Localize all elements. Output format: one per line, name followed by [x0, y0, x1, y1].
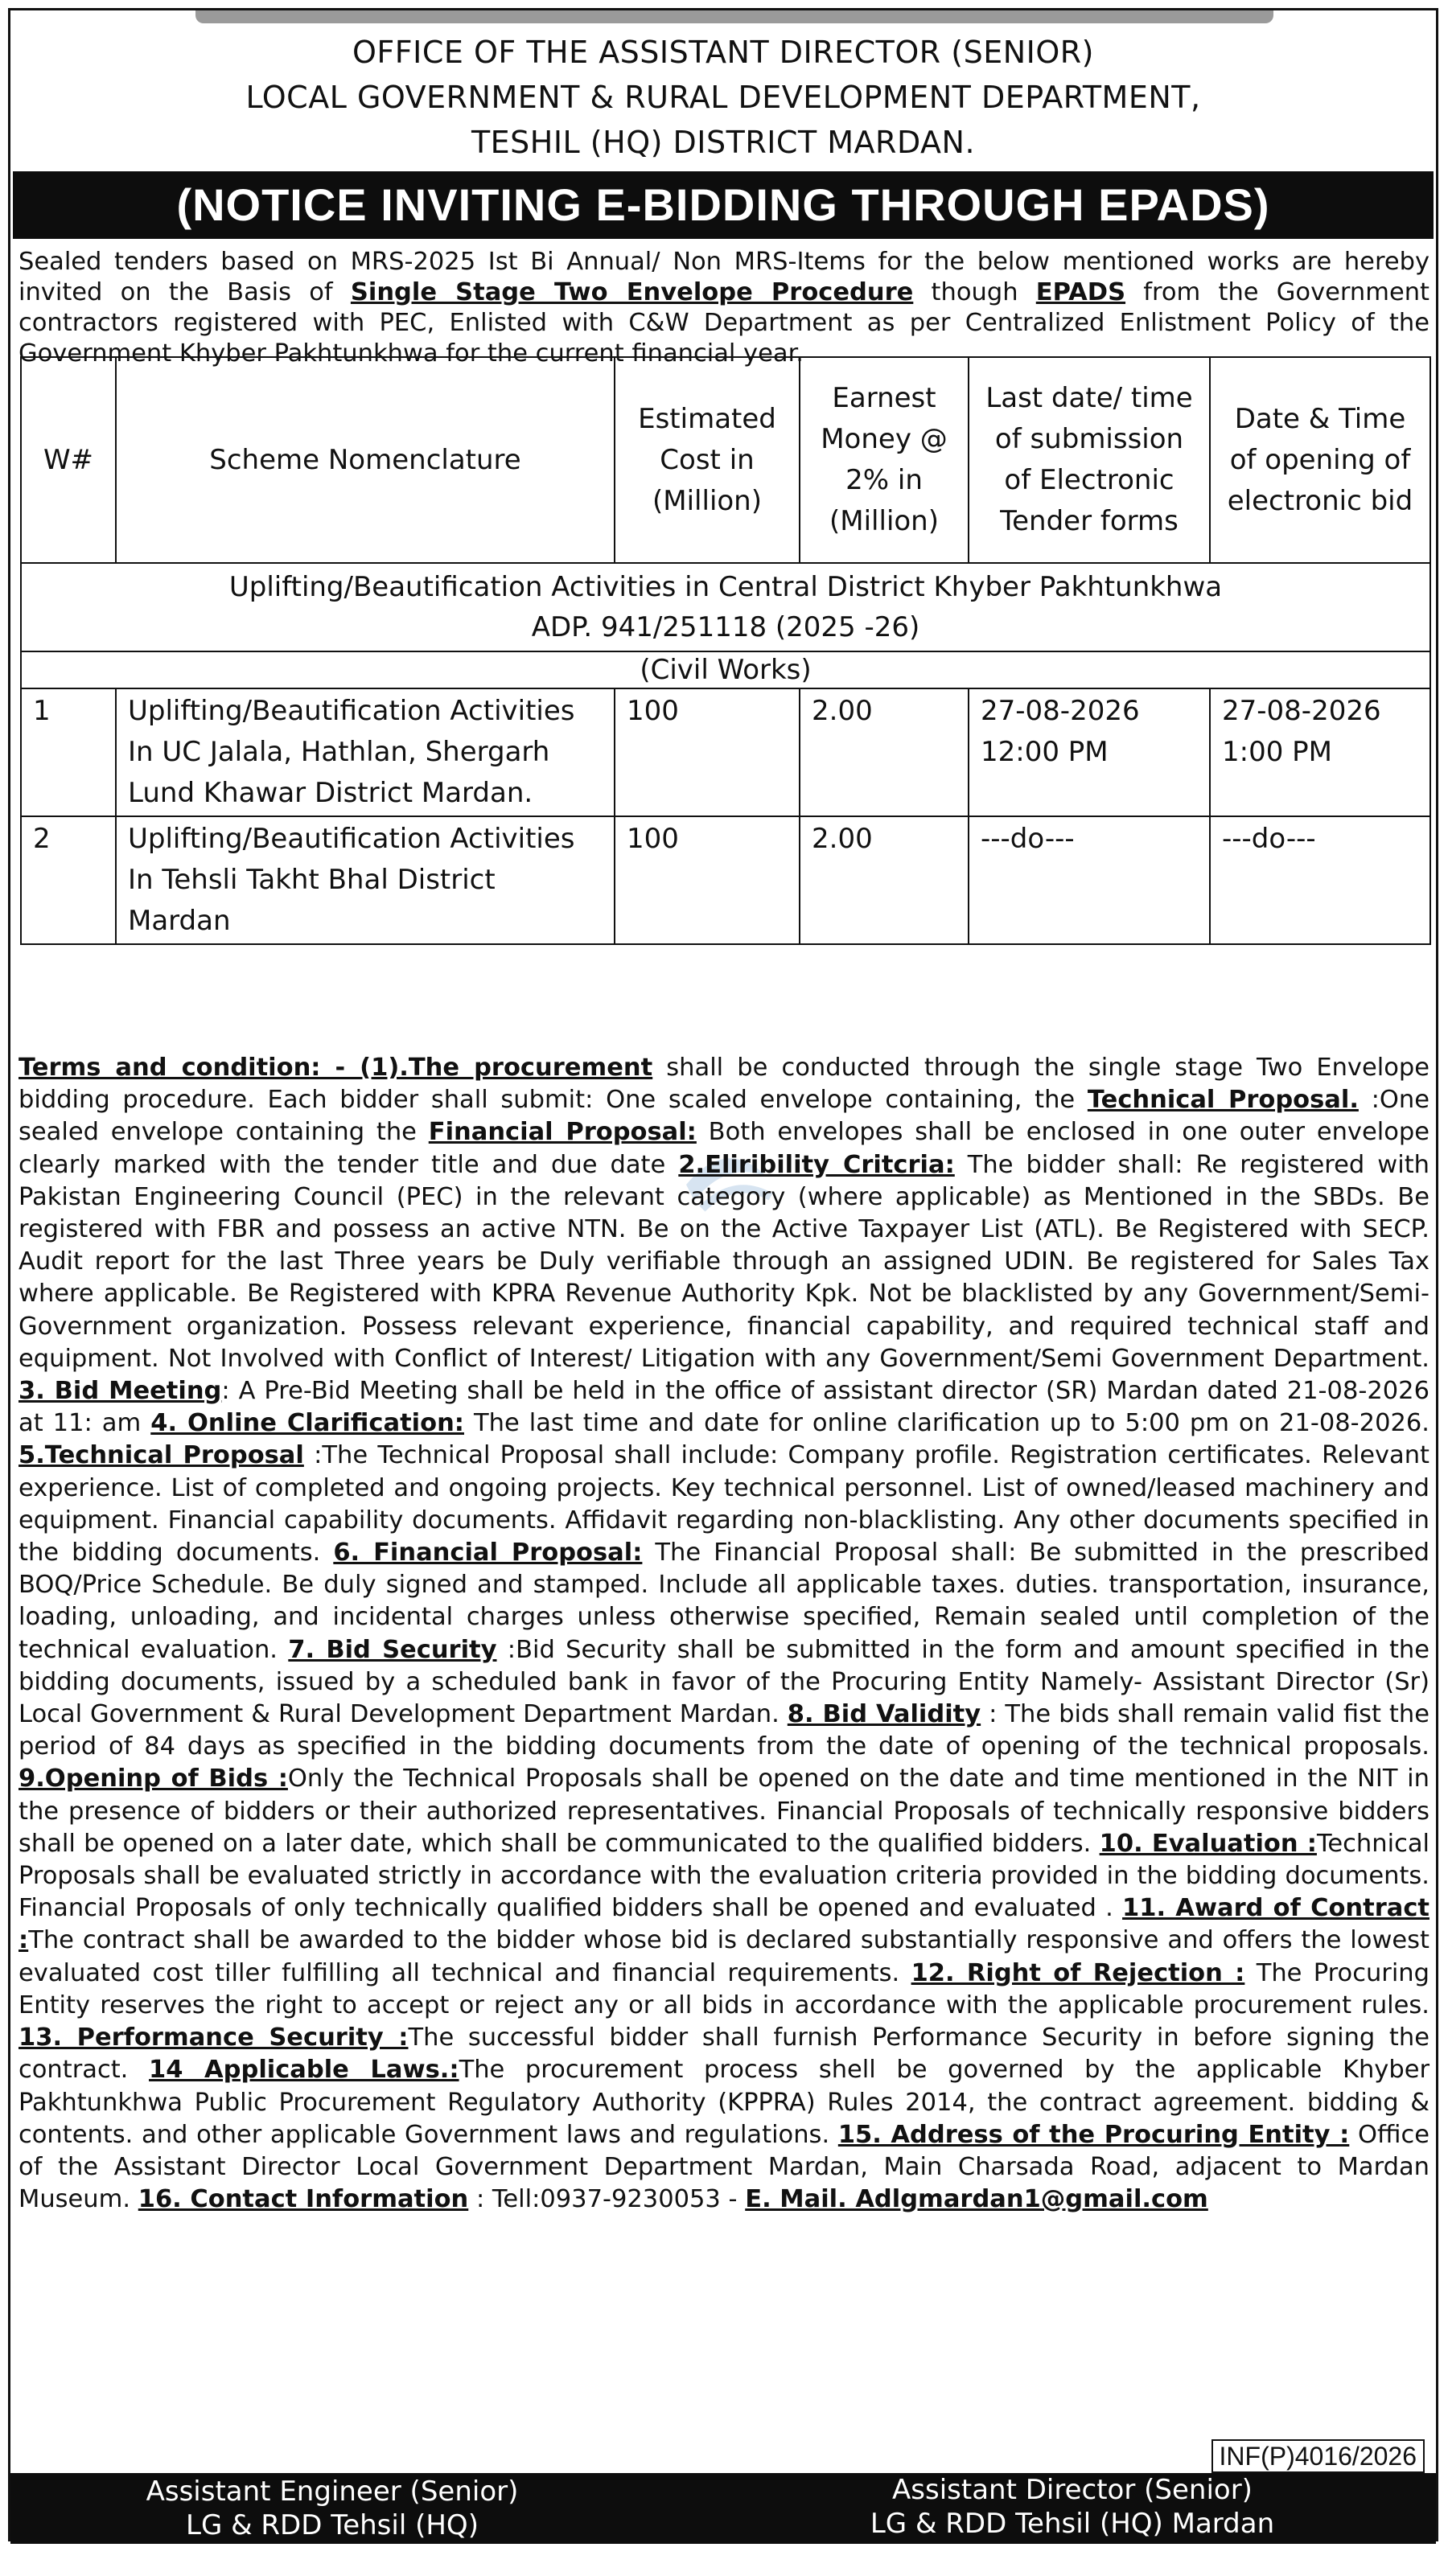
terms-text: : Tell:0937-9230053 -: [468, 2185, 746, 2214]
table-row: [21, 816, 1430, 944]
terms-text: :Bid Security shall be submitted in the form and amount specified in the bidding documents, issued by a scheduled bank in favor of the Procuring Entity Namely- Assistant Director (Sr) Local Government & Rural Development Department Mardan.: [19, 1635, 1429, 1729]
signatory-right-office: LG & RDD Tehsil (HQ) Mardan: [870, 2508, 1275, 2540]
row-no: 1: [21, 688, 116, 816]
terms-text: The last time and date for online clarification up to 5:00 pm on 21-08-2026.: [463, 1409, 1430, 1438]
terms-text: : A Pre-Bid Meeting shall be held in the office of assistant director (SR) Mardan dated 21-08-2026 at 11: am: [19, 1377, 1429, 1438]
row-scheme: Uplifting/Beautification Activities In Tehsli Takht Bhal District Mardan: [116, 816, 615, 944]
terms-text: Only the Technical Proposals shall be opened on the date and time mentioned in the NIT in the presence of bidders or their authorized representatives. Financial Proposals of technically responsive bidders shall be opened on a later date, which shall be communicated to the qualified bidders.: [19, 1765, 1429, 1858]
terms-heading: Terms and condition: - (1).The procurement: [19, 1054, 653, 1082]
subsection-row: [21, 651, 1430, 688]
row-cost: 100: [615, 816, 800, 944]
works-table: [20, 356, 1431, 945]
term-performance-security: 13. Performance Security :: [19, 2023, 409, 2052]
subsection-civil-works: (Civil Works): [21, 651, 1430, 688]
section-adp: ADP. 941/251118 (2025 -26): [531, 611, 920, 643]
header-line-3: TESHIL (HQ) DISTRICT MARDAN.: [471, 125, 976, 160]
row-last-date: [969, 816, 1210, 944]
terms-text: :One sealed envelope containing the: [19, 1086, 1429, 1147]
last-time: 12:00 PM: [981, 736, 1109, 768]
col-header-scheme: Scheme Nomenclature: [116, 357, 615, 563]
row-earnest: 2.00: [800, 688, 969, 816]
row-opening-date: [1210, 688, 1430, 816]
terms-text: Both envelopes shall be enclosed in one outer envelope clearly marked with the tender title and due date: [19, 1118, 1429, 1179]
terms-text: :The Technical Proposal shall include: Company profile. Registration certificates. Relevant experience. List of completed and ongoing projects. Key technical personnel. List of owned/leased machinery and equipment. Financial capability documents. Affidavit regarding non-blacklisting. Any other documents specified in the bidding documents.: [19, 1441, 1429, 1567]
row-earnest: 2.00: [800, 816, 969, 944]
table-header-row: [21, 357, 1430, 563]
term-applicable-laws: 14 Applicable Laws.:: [149, 2056, 459, 2085]
open-date: 27-08-2026: [1222, 695, 1381, 727]
signatory-right-title: Assistant Director (Senior): [892, 2474, 1253, 2506]
term-contact-information: 16. Contact Information: [138, 2185, 469, 2214]
col-header-cost: Estimated Cost in (Million): [615, 357, 800, 563]
last-date: ---do---: [981, 823, 1075, 855]
intro-paragraph: [19, 247, 1429, 369]
term-opening-of-bids: 9.Openinp of Bids :: [19, 1765, 288, 1793]
terms-text: The procurement process shell be governed by the applicable Khyber Pakhtunkhwa Public Procurement Regulatory Authority (KPPRA) Rules 2014, the contract agreement. bidding & contents. and other applicable Government laws and regulations.: [19, 2056, 1429, 2149]
header-line-2: LOCAL GOVERNMENT & RURAL DEVELOPMENT DEPARTMENT,: [245, 80, 1201, 115]
terms-text: Technical Proposals shall be evaluated strictly in accordance with the evaluation criteria provided in the bidding documents. Financial Proposals of only technically qualified bidders shall be opened and evaluated .: [19, 1829, 1430, 1923]
intro-epads: EPADS: [1035, 278, 1126, 306]
term-financial-proposal-6: 6. Financial Proposal:: [333, 1539, 643, 1567]
term-evaluation: 10. Evaluation :: [1099, 1829, 1317, 1858]
row-last-date: [969, 688, 1210, 816]
term-bid-validity: 8. Bid Validity: [787, 1700, 981, 1729]
last-date: 27-08-2026: [981, 695, 1140, 727]
term-online-clarification: 4. Online Clarification:: [150, 1409, 464, 1438]
open-time: 1:00 PM: [1222, 736, 1332, 768]
terms-text: The bidder shall: Re registered with Pakistan Engineering Council (PEC) in the relevant category (where applicable) as Mentioned in the SBDs. Be registered with FBR and possess an active NTN. Be on the Active Taxpayer List (ATL). Be Registered with SECP. Audit report for the last Three years be Duly verifiable through an assigned UDIN. Be registered for Sales Tax where applicable. Be Registered with KPRA Revenue Authority Kpk. Not be blacklisted by any Government/Semi-Government organization. Possess relevant experience, financial capability, and required technical staff and equipment. Not Involved with Conflict of Interest/ Litigation with any Government/Semi Government Department.: [19, 1150, 1429, 1373]
row-opening-date: [1210, 816, 1430, 944]
terms-text: The Procuring Entity reserves the right to accept or reject any or all bids in accordance with the applicable procurement rules.: [19, 1958, 1429, 2019]
term-technical-proposal-5: 5.Technical Proposal: [19, 1441, 304, 1470]
term-right-of-rejection: 12. Right of Rejection :: [911, 1958, 1245, 1987]
term-bid-meeting: 3. Bid Meeting: [19, 1377, 222, 1406]
term-financial-proposal: Financial Proposal:: [428, 1118, 697, 1147]
term-eligibility: 2.Eliribility Critcria:: [678, 1150, 955, 1179]
notice-page: [8, 8, 1438, 2575]
terms-text: The Financial Proposal shall: Be submitted in the prescribed BOQ/Price Schedule. Be duly signed and stamped. Include all applicable taxes. duties. transportation, insurance, loading, unloading, and incidental charges unless otherwise specified, Remain sealed until completion of the technical evaluation.: [19, 1539, 1429, 1664]
reference-number: INF(P)4016/2026: [1211, 2439, 1425, 2473]
signatory-left-office: LG & RDD Tehsil (HQ) Mardan: [186, 2509, 479, 2575]
term-technical-proposal: Technical Proposal.: [1087, 1086, 1359, 1115]
terms-and-conditions: [19, 1052, 1429, 2216]
section-title: Uplifting/Beautification Activities in Central District Khyber Pakhtunkhwa: [228, 571, 1223, 603]
contact-email: E. Mail. Adlgmardan1@gmail.com: [745, 2185, 1208, 2214]
col-header-wno: W#: [21, 357, 116, 563]
intro-text: from the Government contractors registered with PEC, Enlisted with C&W Department as per Centralized Enlistment Policy of the Government Khyber Pakhtunkhwa for the current financial year.: [19, 278, 1429, 368]
col-header-earnest: Earnest Money @ 2% in (Million): [800, 357, 969, 563]
terms-text: The successful bidder shall furnish Performance Security in before signing the contract.: [19, 2023, 1429, 2085]
intro-text: Sealed tenders based on MRS-2025 Ist Bi Annual/ Non MRS-Items for the below mentioned works are hereby invited on the Basis of: [19, 248, 1429, 306]
row-scheme: Uplifting/Beautification Activities In UC Jalala, Hathlan, Shergarh Lund Khawar District Mardan.: [116, 688, 615, 816]
open-date: ---do---: [1222, 823, 1316, 855]
terms-text: The contract shall be awarded to the bidder whose bid is declared substantially responsive and offers the lowest evaluated cost tiller fulfilling all technical and financial requirements.: [19, 1926, 1429, 1987]
term-award-of-contract: 11. Award of Contract :: [19, 1894, 1429, 1955]
header-line-1: OFFICE OF THE ASSISTANT DIRECTOR (SENIOR): [352, 35, 1094, 70]
row-no: 2: [21, 816, 116, 944]
terms-text: shall be conducted through the single stage Two Envelope bidding procedure. Each bidder shall submit: One scaled envelope containing, the: [19, 1054, 1429, 1115]
signatory-right: [831, 2473, 1314, 2541]
table-row: [21, 688, 1430, 816]
top-decorative-bar: [195, 10, 1273, 23]
office-header: [10, 30, 1436, 165]
signatory-left-title: Assistant Engineer (Senior): [146, 2475, 519, 2508]
term-address: 15. Address of the Procuring Entity :: [837, 2120, 1350, 2149]
term-bid-security: 7. Bid Security: [288, 1635, 497, 1664]
terms-text: Office of the Assistant Director Local Government Department Mardan, Main Charsada Road, adjacent to Mardan Museum.: [19, 2120, 1429, 2214]
intro-procedure: Single Stage Two Envelope Procedure: [350, 278, 914, 306]
row-cost: 100: [615, 688, 800, 816]
section-row: [21, 563, 1430, 651]
col-header-opening-date: Date & Time of opening of electronic bid: [1210, 357, 1430, 563]
intro-text: though: [913, 278, 1036, 306]
signature-footer: [10, 2473, 1436, 2575]
col-header-last-date: Last date/ time of submission of Electronic Tender forms: [969, 357, 1210, 563]
signatory-left: [131, 2475, 533, 2576]
terms-text: : The bids shall remain valid fist the period of 84 days as specified in the bidding documents from the date of opening of the technical proposals.: [19, 1700, 1429, 1761]
notice-title-banner: (NOTICE INVITING E-BIDDING THROUGH EPADS): [13, 171, 1434, 239]
